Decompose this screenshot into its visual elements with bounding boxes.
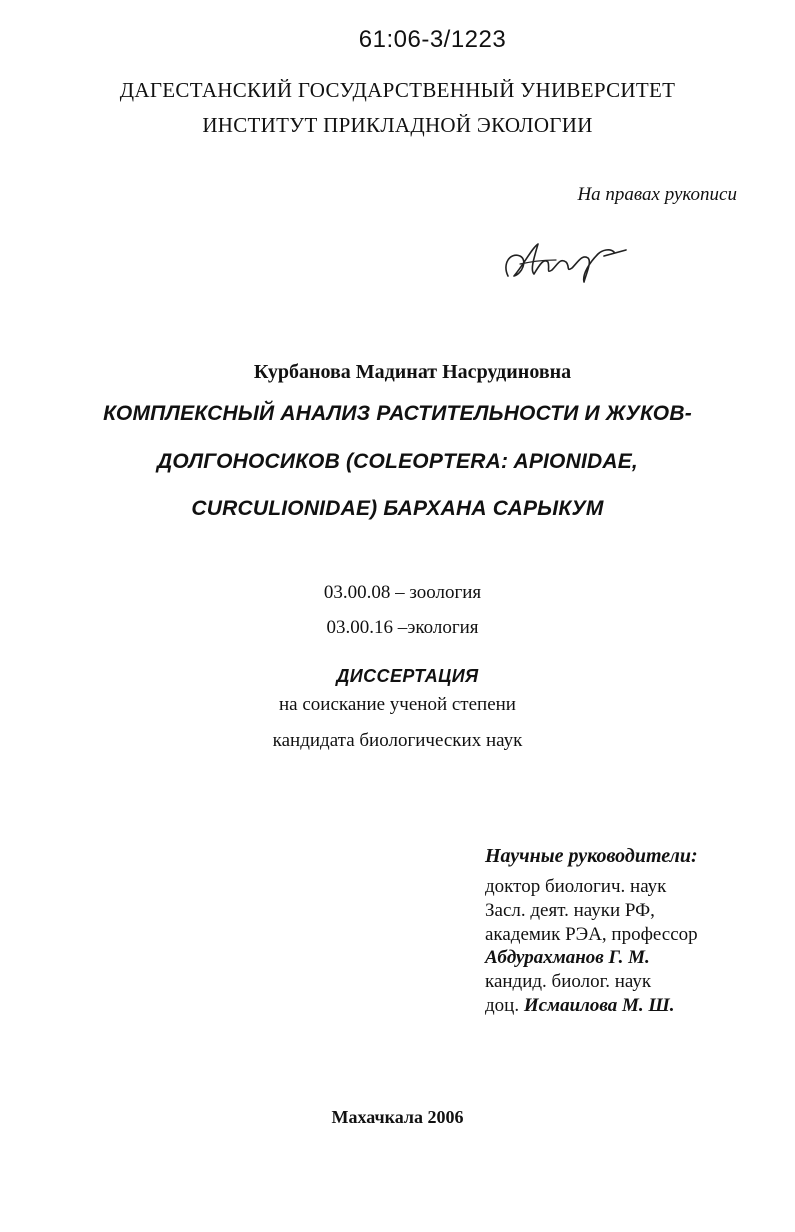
supervisor-title-1: Засл. деят. науки РФ, [485, 900, 655, 921]
supervisor-name-1: Абдурахманов Г. М. [485, 947, 650, 968]
specialty-ecology: 03.00.16 –экология [326, 617, 479, 638]
handwritten-signature [500, 234, 628, 286]
supervisor-rank: доц. [485, 995, 524, 1016]
supervisor-degree-2: кандид. биолог. наук [485, 971, 652, 992]
supervisor-name-2: Исмаилова М. Ш. [523, 995, 675, 1016]
title-line-1: КОМПЛЕКСНЫЙ АНАЛИЗ РАСТИТЕЛЬНОСТИ И ЖУКОВ- [103, 402, 692, 425]
supervisor-title-2: академик РЭА, профессор [485, 924, 698, 945]
institute-name: ИНСТИТУТ ПРИКЛАДНОЙ ЭКОЛОГИИ [202, 113, 593, 137]
degree-line-1: на соискание ученой степени [279, 694, 516, 715]
supervisor-degree-1: доктор биологич. наук [485, 876, 667, 897]
dissertation-label: ДИССЕРТАЦИЯ [336, 666, 479, 686]
title-line-2: ДОЛГОНОСИКОВ (COLEOPTERA: APIONIDAE, [157, 450, 638, 473]
author-name: Курбанова Мадинат Насрудиновна [253, 361, 572, 383]
degree-line-2: кандидата биологических наук [272, 730, 523, 751]
title-line-3: CURCULIONIDAE) БАРХАНА САРЫКУМ [191, 497, 604, 520]
city-year: Махачкала 2006 [331, 1107, 464, 1127]
university-name: ДАГЕСТАНСКИЙ ГОСУДАРСТВЕННЫЙ УНИВЕРСИТЕТ [119, 78, 676, 102]
specialty-zoology: 03.00.08 – зоология [323, 582, 482, 603]
supervisors-heading: Научные руководители: [485, 845, 698, 867]
rights-note: На правах рукописи [577, 184, 737, 205]
supervisor-line-2 [485, 995, 675, 1017]
archive-stamp-number: 61:06-3/1223 [358, 26, 507, 53]
